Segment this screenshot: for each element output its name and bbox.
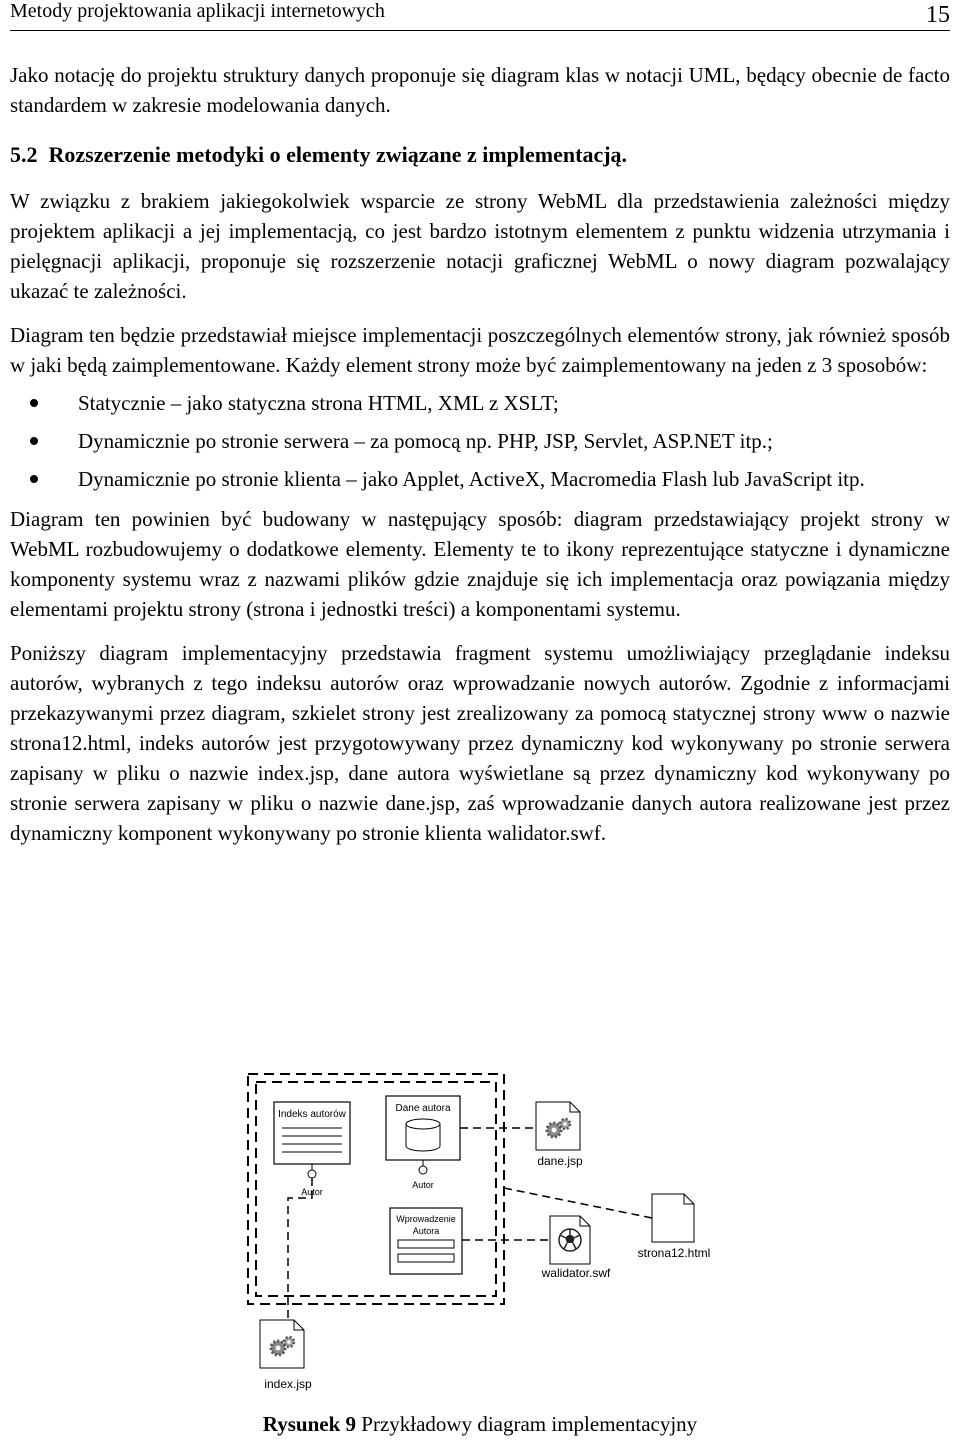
caption-label: Rysunek 9 — [262, 1412, 357, 1436]
list-item-text: Dynamicznie po stronie serwera – za pomocą np. PHP, JSP, Servlet, ASP.NET itp.; — [78, 429, 773, 453]
index-jsp-file — [260, 1320, 312, 1391]
dane-jsp-file — [536, 1102, 583, 1168]
file-label: walidator.swf — [541, 1266, 611, 1280]
entry-unit-title: Wprowadzenie — [396, 1214, 456, 1224]
paragraph: Diagram ten będzie przedstawiał miejsce implementacji poszczególnych elementów strony, jak również sposób w jaki będą zaimplementowane. Każdy element strony może być zaimplementowany na jeden z 3 sposobów: — [10, 323, 950, 377]
section-title: Rozszerzenie metodyki o elementy związane z implementacją. — [48, 142, 628, 167]
file-label: dane.jsp — [537, 1154, 583, 1168]
data-unit-title: Dane autora — [395, 1103, 451, 1114]
bullet-list — [10, 388, 950, 494]
bullet-icon — [30, 475, 38, 483]
walidator-swf-file — [541, 1216, 611, 1280]
entry-unit — [390, 1208, 462, 1274]
list-item-text: Statycznie – jako statyczna strona HTML, XML z XSLT; — [78, 391, 559, 415]
index-unit-param: Autor — [301, 1187, 323, 1197]
file-label: index.jsp — [264, 1377, 312, 1391]
bullet-icon — [30, 437, 38, 445]
file-label: strona12.html — [637, 1246, 711, 1260]
list-item — [10, 388, 950, 418]
diagram-svg — [240, 1068, 740, 1398]
running-title: Metody projektowania aplikacji internetowych — [10, 0, 385, 22]
section-heading — [10, 140, 950, 170]
soccer-ball-icon — [559, 1229, 581, 1251]
list-item — [10, 464, 950, 494]
page-number: 15 — [926, 2, 950, 28]
data-unit-param: Autor — [412, 1180, 434, 1190]
entry-unit-title: Autora — [412, 1226, 440, 1236]
page-content — [10, 60, 950, 848]
list-item-text: Dynamicznie po stronie klienta – jako Applet, ActiveX, Macromedia Flash lub JavaScript itp. — [78, 467, 865, 491]
paragraph: W związku z brakiem jakiegokolwiek wsparcie ze strony WebML dla przedstawienia zależności między projektem aplikacji a jej implementacją, co jest bardzo istotnym elementem z punktu widzenia utrzymania i pielęgnacji aplikacji, proponuje się rozszerzenie notacji graficznej WebML o nowy diagram pozwalający ukazać te zależności. — [10, 189, 950, 303]
list-item — [10, 426, 950, 456]
paragraph: Diagram ten powinien być budowany w następujący sposób: diagram przedstawiający projekt strony w WebML rozbudowujemy o dodatkowe elementy. Elementy te to ikony reprezentujące statyczne i dynamiczne komponenty systemu wraz z nazwami plików gdzie znajduje się ich implementacja oraz powiązania między elementami projektu strony (strona i jednostki treści) a komponentami systemu. — [10, 507, 950, 621]
figure-caption — [0, 1412, 960, 1437]
implementation-diagram — [240, 1068, 740, 1398]
section-number: 5.2 — [10, 142, 38, 167]
bullet-icon — [30, 399, 38, 407]
index-unit-title: Indeks autorów — [278, 1109, 346, 1120]
intro-paragraph: Jako notację do projektu struktury danych proponuje się diagram klas w notacji UML, będący obecnie de facto standardem w zakresie modelowania danych. — [10, 63, 950, 117]
strona-html-file — [638, 1194, 711, 1260]
data-unit — [386, 1096, 460, 1190]
paragraph: Poniższy diagram implementacyjny przedstawia fragment systemu umożliwiający przeglądanie indeksu autorów, wybranych z tego indeksu autorów oraz wprowadzanie nowych autorów. Zgodnie z informacjami przekazywanymi przez diagram, szkielet strony jest zrealizowany za pomocą statycznej strony www o nazwie strona12.html, indeks autorów jest przygotowywany przez dynamiczny kod wykonywany po stronie serwera zapisany w pliku o nazwie index.jsp, dane autora wyświetlane są przez dynamiczny kod wykonywany po stronie serwera zapisany w pliku o nazwie dane.jsp, zaś wprowadzanie danych autora realizowane jest przez dynamiczny komponent wykonywany po stronie klienta walidator.swf. — [10, 641, 950, 845]
caption-text: Przykładowy diagram implementacyjny — [361, 1412, 698, 1436]
page-header — [10, 0, 950, 31]
